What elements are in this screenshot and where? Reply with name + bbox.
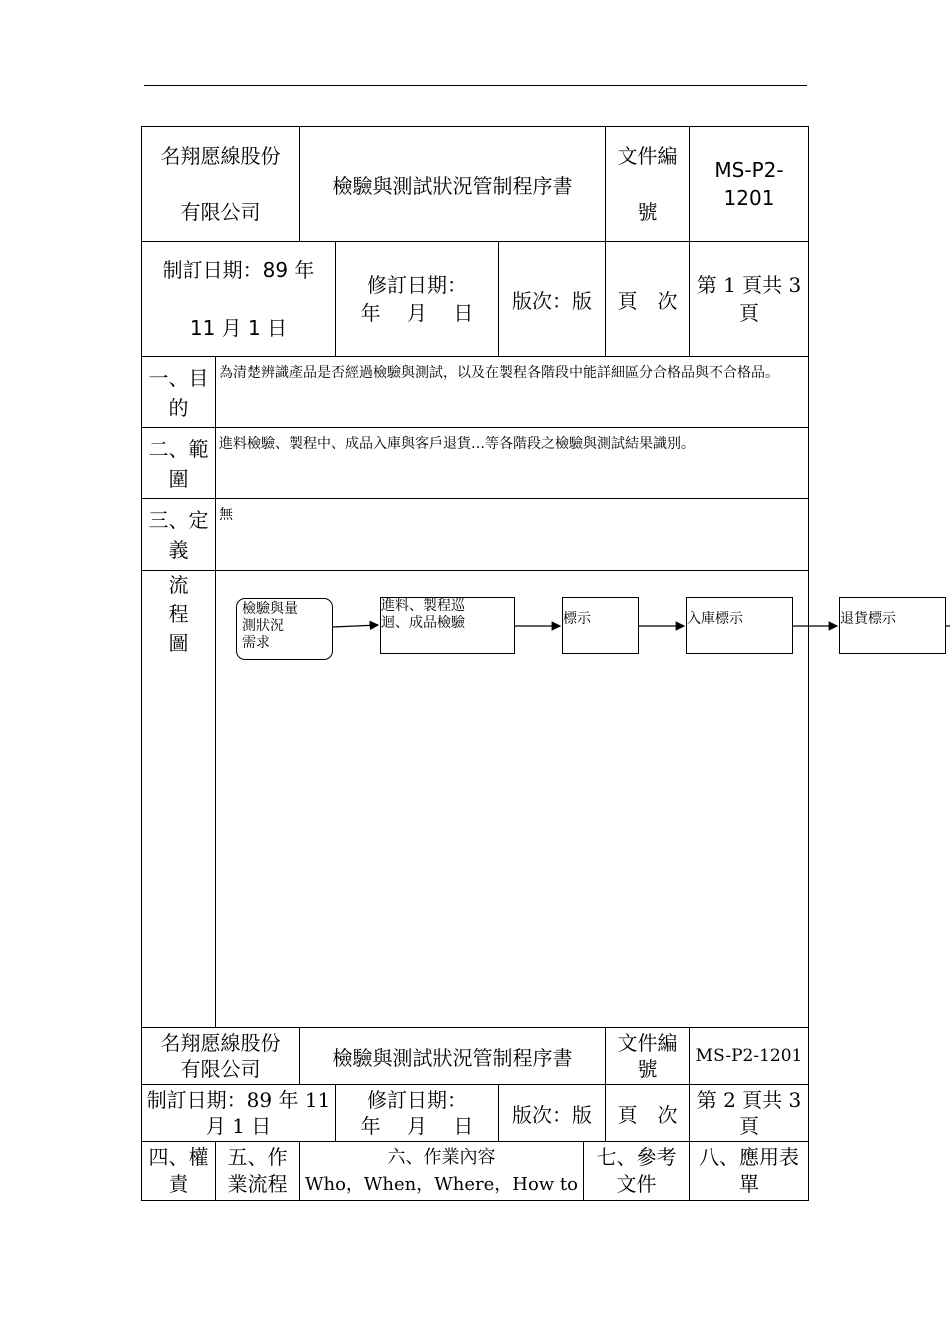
page-number-2: 第 2 頁共 3 頁 xyxy=(689,1084,809,1142)
enact-date-2: 制訂日期：89 年 11 月 1 日 xyxy=(141,1084,336,1142)
col-forms: 八、應用表 單 xyxy=(689,1141,809,1201)
doc-number-label-2: 文件編 號 xyxy=(605,1027,690,1085)
header-rule xyxy=(144,85,807,86)
flow-node-return-label: 退貨標示 xyxy=(839,597,946,654)
doc-number: MS-P2- 1201 xyxy=(689,126,809,242)
page-label-2: 頁 次 xyxy=(605,1084,690,1142)
section-label-purpose: 一、目 的 xyxy=(141,356,216,428)
company-name-2: 名翔愿線股份 有限公司 xyxy=(141,1027,300,1085)
document-title: 檢驗與測試狀況管制程序書 xyxy=(299,126,606,242)
col-responsibility: 四、權 責 xyxy=(141,1141,216,1201)
doc-number-label: 文件編 號 xyxy=(605,126,690,242)
flow-node-inspection: 進料、製程巡 迴、成品檢驗 xyxy=(380,597,515,654)
col-work-content: 六、作業內容 Who，When，Where，How to xyxy=(299,1141,584,1201)
col-reference: 七、參考 文件 xyxy=(583,1141,690,1201)
revise-date-2: 修訂日期： 年 月 日 xyxy=(335,1084,499,1142)
section-text-definition: 無 xyxy=(215,498,809,571)
col-workflow: 五、作 業流程 xyxy=(215,1141,300,1201)
flow-node-storage-label: 入庫標示 xyxy=(686,597,793,654)
document-title-2: 檢驗與測試狀況管制程序書 xyxy=(299,1027,606,1085)
version-2: 版次：版 xyxy=(498,1084,606,1142)
page-number: 第 1 頁共 3 頁 xyxy=(689,241,809,357)
section-label-scope: 二、範 圍 xyxy=(141,427,216,499)
flow-node-requirement: 檢驗與量 測狀況 需求 xyxy=(236,598,333,660)
section-label-definition: 三、定 義 xyxy=(141,498,216,571)
version: 版次：版 xyxy=(498,241,606,357)
enact-date: 制訂日期：89 年 11 月 1 日 xyxy=(141,241,336,357)
section-text-purpose: 為清楚辨識產品是否經過檢驗與測試，以及在製程各階段中能詳細區分合格品與不合格品。 xyxy=(215,356,809,428)
section-text-scope: 進料檢驗、製程中、成品入庫與客戶退貨…等各階段之檢驗與測試結果識別。 xyxy=(215,427,809,499)
revise-date: 修訂日期： 年 月 日 xyxy=(335,241,499,357)
page-label: 頁 次 xyxy=(605,241,690,357)
flow-node-label: 標示 xyxy=(562,597,639,654)
doc-number-2: MS-P2-1201 xyxy=(689,1027,809,1085)
section-label-flowchart: 流 程 圖 xyxy=(141,570,216,1028)
company-name: 名翔愿線股份 有限公司 xyxy=(141,126,300,242)
